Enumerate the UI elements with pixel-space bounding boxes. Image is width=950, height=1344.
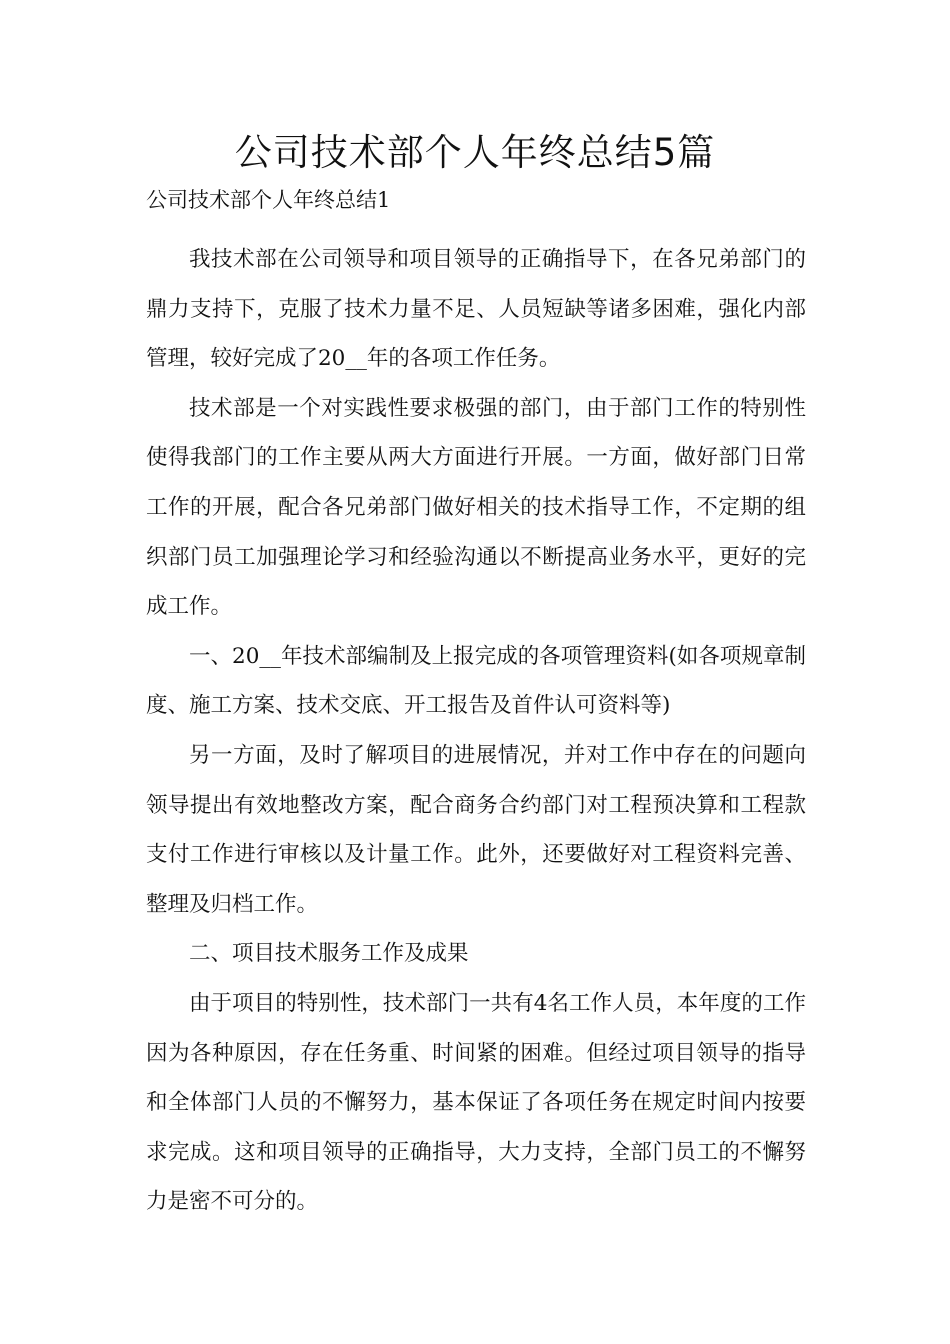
paragraph-department-overview: 技术部是一个对实践性要求极强的部门，由于部门工作的特别性使得我部门的工作主要从两大方面进行开展。一方面，做好部门日常工作的开展，配合各兄弟部门做好相关的技术指导工作，不定期的组织部门员工加强理论学习和经验沟通以不断提高业务水平，更好的完成工作。 bbox=[146, 395, 806, 620]
document-body bbox=[146, 235, 806, 1227]
paragraph-other-aspect: 另一方面，及时了解项目的进展情况，并对工作中存在的问题向领导提出有效地整改方案，配合商务合约部门对工程预决算和工程款支付工作进行审核以及计量工作。此外，还要做好对工程资料完善、整理及归档工作。 bbox=[146, 742, 806, 917]
section-heading-two: 二、项目技术服务工作及成果 bbox=[189, 941, 469, 967]
paragraph-project-service: 由于项目的特别性，技术部门一共有4名工作人员，本年度的工作因为各种原因，存在任务重、时间紧的困难。但经过项目领导的指导和全体部门人员的不懈努力，基本保证了各项任务在规定时间内按要求完成。这和项目领导的正确指导，大力支持，全部门员工的不懈努力是密不可分的。 bbox=[146, 990, 806, 1215]
document-subtitle: 公司技术部个人年终总结1 bbox=[146, 188, 391, 212]
document-title: 公司技术部个人年终总结5篇 bbox=[234, 131, 716, 174]
section-heading-one: 一、20__年技术部编制及上报完成的各项管理资料(如各项规章制度、施工方案、技术交底、开工报告及首件认可资料等) bbox=[146, 643, 806, 719]
paragraph-intro: 我技术部在公司领导和项目领导的正确指导下，在各兄弟部门的鼎力支持下，克服了技术力量不足、人员短缺等诸多困难，强化内部管理，较好完成了20__年的各项工作任务。 bbox=[146, 247, 806, 372]
